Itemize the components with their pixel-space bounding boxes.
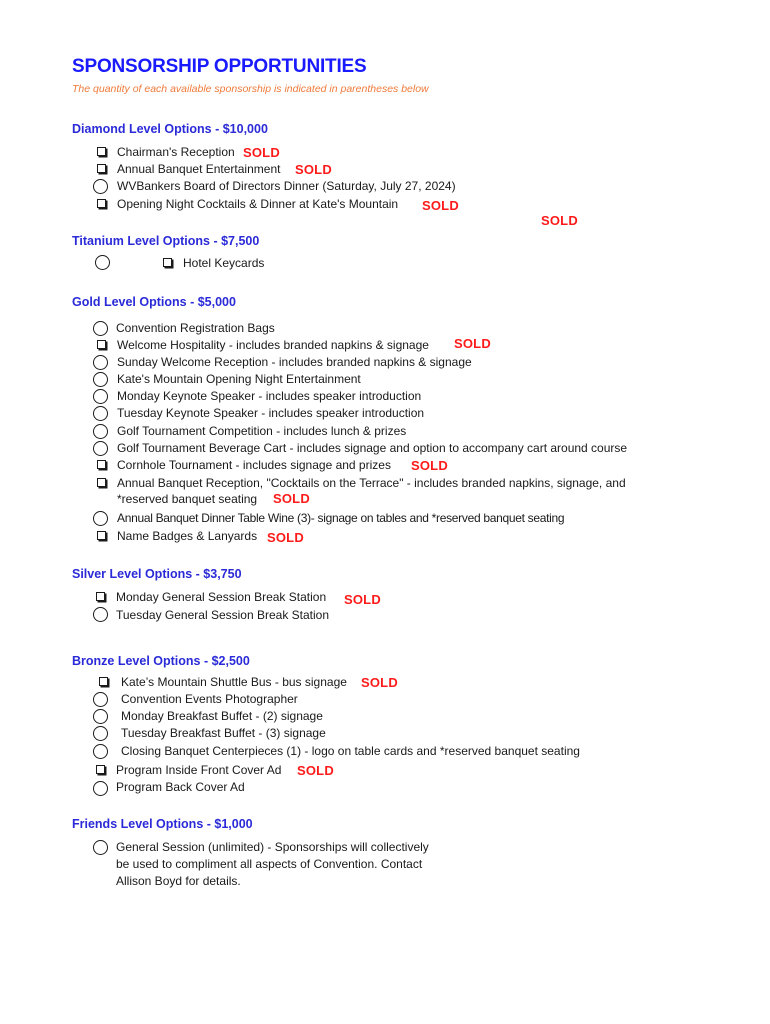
radio-gold-table-wine[interactable]: [93, 511, 108, 526]
radio-bronze-monday-breakfast[interactable]: [93, 709, 108, 724]
sold-badge: SOLD: [295, 162, 332, 177]
gold-item-label-continued: *reserved banquet seating: [117, 492, 258, 506]
gold-item-label: Annual Banquet Reception, "Cocktails on the Terrace" - includes branded napkins, signage, and: [117, 476, 626, 490]
gold-item-label: Convention Registration Bags: [116, 321, 275, 335]
gold-item-label: Annual Banquet Dinner Table Wine (3)- signage on tables and *reserved banquet seating: [117, 511, 565, 525]
radio-gold-golf-competition[interactable]: [93, 424, 108, 439]
checkbox-silver-monday-break[interactable]: [96, 592, 105, 601]
sold-badge: SOLD: [454, 336, 491, 351]
bronze-item-label: Convention Events Photographer: [121, 692, 298, 706]
checkbox-diamond-opening-night[interactable]: [97, 199, 106, 208]
sold-badge: SOLD: [297, 763, 334, 778]
gold-item-label: Golf Tournament Competition - includes lunch & prizes: [117, 424, 407, 438]
radio-gold-tuesday-keynote[interactable]: [93, 406, 108, 421]
sold-badge: SOLD: [243, 145, 280, 160]
silver-item-label: Tuesday General Session Break Station: [116, 608, 330, 622]
radio-gold-sunday-reception[interactable]: [93, 355, 108, 370]
gold-item-label: Sunday Welcome Reception - includes branded napkins & signage: [117, 355, 472, 369]
diamond-item-label: Annual Banquet Entertainment: [117, 162, 281, 176]
titanium-heading: Titanium Level Options - $7,500: [72, 234, 260, 248]
diamond-item-label: WVBankers Board of Directors Dinner (Saturday, July 27, 2024): [117, 179, 456, 193]
gold-item-label: Kate's Mountain Opening Night Entertainment: [117, 372, 361, 386]
checkbox-gold-welcome-hospitality[interactable]: [97, 340, 106, 349]
sold-badge: SOLD: [422, 198, 459, 213]
radio-bronze-back-cover[interactable]: [93, 781, 108, 796]
diamond-heading: Diamond Level Options - $10,000: [72, 122, 268, 136]
sold-badge: SOLD: [411, 458, 448, 473]
bronze-item-label: Kate’s Mountain Shuttle Bus - bus signage: [121, 675, 347, 689]
checkbox-diamond-chairmans-reception[interactable]: [97, 147, 106, 156]
checkbox-titanium-hotel-keycards[interactable]: [163, 258, 172, 267]
radio-gold-opening-entertainment[interactable]: [93, 372, 108, 387]
friends-item-label-line2: be used to compliment all aspects of Convention. Contact: [116, 857, 423, 871]
gold-item-label: Monday Keynote Speaker - includes speaker introduction: [117, 389, 422, 403]
checkbox-gold-cornhole[interactable]: [97, 460, 106, 469]
radio-gold-monday-keynote[interactable]: [93, 389, 108, 404]
radio-titanium-hotel-keycards[interactable]: [95, 255, 110, 270]
diamond-item-label: Opening Night Cocktails & Dinner at Kate's Mountain: [117, 197, 399, 211]
silver-item-label: Monday General Session Break Station: [116, 590, 327, 604]
gold-item-label: Tuesday Keynote Speaker - includes speaker introduction: [117, 406, 425, 420]
sold-badge: SOLD: [267, 530, 304, 545]
gold-item-label: Welcome Hospitality - includes branded napkins & signage: [117, 338, 429, 352]
page-title: SPONSORSHIP OPPORTUNITIES: [72, 56, 367, 77]
bronze-item-label: Closing Banquet Centerpieces (1) - logo on table cards and *reserved banquet seating: [121, 744, 580, 758]
diamond-item-label: Chairman's Reception: [117, 145, 235, 159]
bronze-item-label: Program Inside Front Cover Ad: [116, 763, 282, 777]
bronze-heading: Bronze Level Options - $2,500: [72, 654, 250, 668]
radio-bronze-photographer[interactable]: [93, 692, 108, 707]
radio-friends-general-session[interactable]: [93, 840, 108, 855]
radio-bronze-centerpieces[interactable]: [93, 744, 108, 759]
gold-heading: Gold Level Options - $5,000: [72, 295, 236, 309]
checkbox-gold-name-badges[interactable]: [97, 531, 106, 540]
radio-silver-tuesday-break[interactable]: [93, 607, 108, 622]
checkbox-bronze-shuttle-bus[interactable]: [99, 677, 108, 686]
checkbox-diamond-banquet-entertainment[interactable]: [97, 164, 106, 173]
friends-heading: Friends Level Options - $1,000: [72, 817, 253, 831]
bronze-item-label: Monday Breakfast Buffet - (2) signage: [121, 709, 323, 723]
silver-heading: Silver Level Options - $3,750: [72, 567, 242, 581]
sold-badge: SOLD: [361, 675, 398, 690]
radio-gold-registration-bags[interactable]: [93, 321, 108, 336]
titanium-item-label: Hotel Keycards: [183, 256, 265, 270]
checkbox-gold-banquet-reception[interactable]: [97, 478, 106, 487]
gold-item-label: Cornhole Tournament - includes signage and prizes: [117, 458, 391, 472]
gold-item-label: Golf Tournament Beverage Cart - includes signage and option to accompany cart around course: [117, 441, 628, 455]
radio-diamond-board-dinner[interactable]: [93, 179, 108, 194]
page-subtitle: The quantity of each available sponsorship is indicated in parentheses below: [72, 83, 429, 95]
sold-badge: SOLD: [273, 491, 310, 506]
sold-badge: SOLD: [541, 213, 578, 228]
friends-item-label-line3: Allison Boyd for details.: [116, 874, 241, 888]
radio-bronze-tuesday-breakfast[interactable]: [93, 726, 108, 741]
friends-item-label-line1: General Session (unlimited) - Sponsorships will collectively: [116, 840, 429, 854]
sold-badge: SOLD: [344, 592, 381, 607]
bronze-item-label: Tuesday Breakfast Buffet - (3) signage: [121, 726, 326, 740]
radio-gold-golf-beverage-cart[interactable]: [93, 441, 108, 456]
bronze-item-label: Program Back Cover Ad: [116, 780, 245, 794]
gold-item-label: Name Badges & Lanyards: [117, 529, 258, 543]
checkbox-bronze-inside-cover[interactable]: [96, 765, 105, 774]
